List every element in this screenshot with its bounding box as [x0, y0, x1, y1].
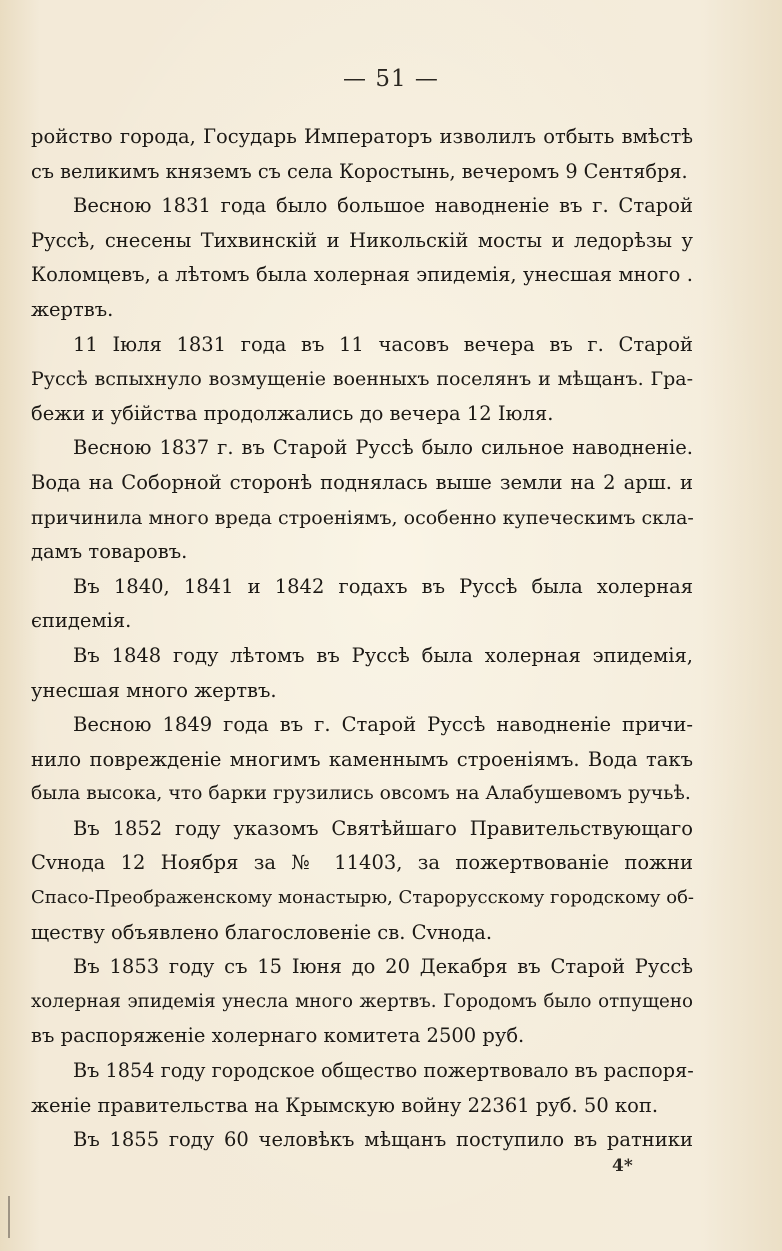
- text-line: Коломцевъ, а лѣтомъ была холерная эпидемія, унесшая много .: [31, 263, 693, 287]
- text-line: причинила много вреда строеніямъ, особенно купеческимъ скла-: [31, 506, 694, 529]
- text-line: Весною 1837 г. въ Старой Руссѣ было сильное наводненіе.: [73, 436, 693, 460]
- text-line: Вода на Соборной сторонѣ поднялась выше земли на 2 арш. и: [31, 470, 693, 494]
- text-line: женіе правительства на Крымскую войну 22361 руб. 50 коп.: [31, 1093, 659, 1117]
- text-line: Въ 1848 году лѣтомъ въ Руссѣ была холерная эпидемія,: [73, 643, 693, 667]
- text-line: Руссѣ вспыхнуло возмущеніе военныхъ поселянъ и мѣщанъ. Гра-: [31, 368, 693, 391]
- text-line: нило повреждeніе многимъ каменнымъ строеніямъ. Вода такъ: [31, 747, 693, 771]
- text-line: Весною 1849 года въ г. Старой Руссѣ наводненіе причи-: [73, 713, 693, 737]
- text-line: ществу объявлено благословеніе св. Сvнода.: [31, 920, 493, 944]
- text-line: Въ 1840, 1841 и 1842 годахъ въ Руссѣ была холерная: [73, 574, 693, 598]
- text-line: была высока, что барки грузились овсомъ на Алабушевомъ ручьѣ.: [31, 783, 691, 805]
- text-line: Сvнода 12 Ноября за № 11403, за пожертвованіе пожни: [31, 851, 693, 875]
- text-line: Спасо-Преображенскому монастырю, Старорусскому городскому об-: [31, 887, 695, 909]
- text-line: 11 Іюля 1831 года въ 11 часовъ вечера въ г. Старой: [73, 332, 693, 356]
- text-line: єпидемія.: [31, 609, 132, 633]
- text-line: въ распоряженіе холернаго комитета 2500 руб.: [31, 1024, 525, 1048]
- text-line: холерная эпидемія унесла много жертвъ. Городомъ было отпущено: [31, 990, 693, 1012]
- text-line: Въ 1855 году 60 человѣкъ мѣщанъ поступило въ ратники: [73, 1128, 693, 1152]
- text-line: Весною 1831 года было большое наводненіе въ г. Старой: [73, 194, 693, 218]
- text-line: Руссѣ, снесены Тихвинскій и Никольскій мосты и ледорѣзы у: [31, 228, 693, 252]
- text-line: Въ 1853 году съ 15 Іюня до 20 Декабря въ Старой Руссѣ: [73, 955, 693, 979]
- page-number: — 51 —: [343, 66, 439, 92]
- text-line: съ великимъ княземъ съ села Коростынь, вечеромъ 9 Сентября.: [31, 159, 688, 183]
- text-line: ройство города, Государь Императоръ изволилъ отбыть вмѣстѣ: [31, 125, 693, 148]
- body-text: [31, 120, 693, 1158]
- page-edge-mark: [8, 1196, 10, 1238]
- text-line: Въ 1852 году указомъ Святѣйшаго Правительствующаго: [73, 816, 693, 840]
- text-line: бежи и убійства продолжались до вечера 12 Іюля.: [31, 401, 554, 425]
- text-line: дамъ товаровъ.: [31, 540, 188, 564]
- signature-mark: 4*: [612, 1156, 633, 1176]
- text-line: жертвъ.: [31, 297, 114, 321]
- text-line: унесшая много жертвъ.: [31, 678, 277, 702]
- text-line: Въ 1854 году городское общество пожертвовало въ распоря-: [73, 1059, 694, 1083]
